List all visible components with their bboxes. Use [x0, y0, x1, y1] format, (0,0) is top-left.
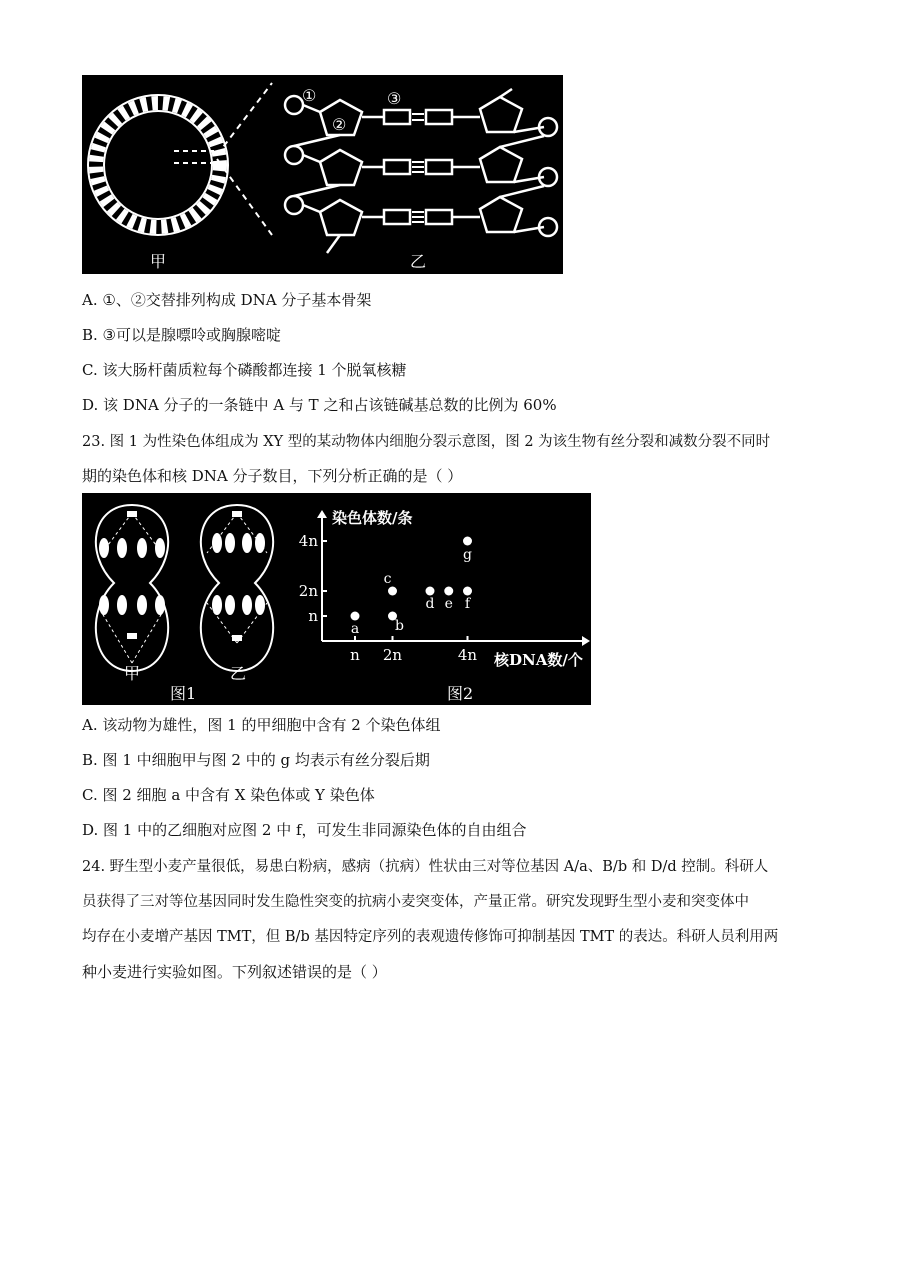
q24-line2: 员获得了三对等位基因同时发生隐性突变的抗病小麦突变体，产量正常。研究发现野生型小麦和突变体中: [82, 894, 749, 910]
q23-option-a: A. 该动物为雄性，图 1 的甲细胞中含有 2 个染色体组: [82, 716, 441, 734]
scatter-chart: [299, 509, 590, 669]
q22-option-a: A. ①、②交替排列构成 DNA 分子基本骨架: [82, 291, 372, 309]
dna-figure-svg: [82, 75, 563, 274]
label-yi: 乙: [410, 252, 427, 271]
y-tick-label: 2n: [298, 582, 318, 600]
q22-option-b: B. ③可以是腺嘌呤或胸腺嘧啶: [82, 326, 282, 344]
point-label-c: c: [383, 571, 392, 587]
cell-jia-label: 甲: [124, 664, 141, 683]
q23-option-b: B. 图 1 中细胞甲与图 2 中的 g 均表示有丝分裂后期: [82, 751, 430, 769]
q24-line3: 均存在小麦增产基因 TMT，但 B/b 基因特定序列的表观遗传修饰可抑制基因 TMT 的表达。科研人员利用两: [82, 929, 779, 945]
cell-division-figure: [82, 493, 591, 705]
x-axis-arrow: [582, 636, 590, 646]
plasmid-ring: [88, 95, 228, 235]
q23-stem-line2: 期的染色体和核 DNA 分子数目，下列分析正确的是（ ）: [82, 467, 463, 485]
point-label-b: b: [395, 618, 404, 634]
x-tick-label: 2n: [382, 646, 403, 664]
fig2-caption: 图2: [447, 684, 474, 703]
x-axis-label: 核DNA数/个: [494, 651, 583, 669]
label-jia: 甲: [150, 252, 167, 271]
point-c: [388, 587, 397, 596]
y-tick-label: n: [308, 607, 318, 625]
x-tick-label: 4n: [457, 646, 478, 664]
q22-option-c: C. 该大肠杆菌质粒每个磷酸都连接 1 个脱氧核糖: [82, 361, 407, 379]
cell-yi-label: 乙: [230, 664, 247, 683]
base-pairs: [362, 110, 480, 224]
right-strand: [480, 89, 557, 236]
point-label-g: g: [463, 547, 472, 563]
q23-stem-line1: 23. 图 1 为性染色体组成为 XY 型的某动物体内细胞分裂示意图，图 2 为该生物有丝分裂和减数分裂不同时: [82, 434, 771, 450]
point-label-e: e: [444, 596, 453, 612]
y-tick-label: 4n: [298, 532, 318, 550]
point-e: [444, 587, 453, 596]
point-label-a: a: [350, 621, 360, 637]
q23-option-c: C. 图 2 细胞 a 中含有 X 染色体或 Y 染色体: [82, 786, 375, 804]
mark-2: ②: [332, 115, 347, 134]
mark-1: ①: [302, 86, 317, 105]
y-axis-label: 染色体数/条: [332, 509, 413, 527]
point-f: [463, 587, 472, 596]
cell-division-svg: [82, 493, 591, 705]
point-label-d: d: [425, 596, 435, 612]
point-a: [351, 612, 360, 621]
mark-3: ③: [387, 89, 402, 108]
q23-option-d: D. 图 1 中的乙细胞对应图 2 中 f，可发生非同源染色体的自由组合: [82, 821, 527, 839]
point-label-f: f: [464, 596, 471, 612]
x-tick-label: n: [350, 646, 360, 664]
cell-jia: [96, 505, 168, 671]
q24-line4: 种小麦进行实验如图。下列叙述错误的是（ ）: [82, 963, 387, 981]
left-strand: [285, 96, 362, 253]
cell-yi: [201, 505, 273, 671]
dna-figure: [82, 75, 563, 274]
point-g: [463, 537, 472, 546]
fig1-caption: 图1: [170, 684, 197, 703]
q22-option-d: D. 该 DNA 分子的一条链中 A 与 T 之和占该链碱基总数的比例为 60%: [82, 396, 557, 414]
point-d: [426, 587, 435, 596]
chart-points: [351, 537, 473, 638]
y-axis-arrow: [317, 510, 327, 518]
q24-line1: 24. 野生型小麦产量很低，易患白粉病，感病（抗病）性状由三对等位基因 A/a、B/b 和 D/d 控制。科研人: [82, 859, 769, 875]
